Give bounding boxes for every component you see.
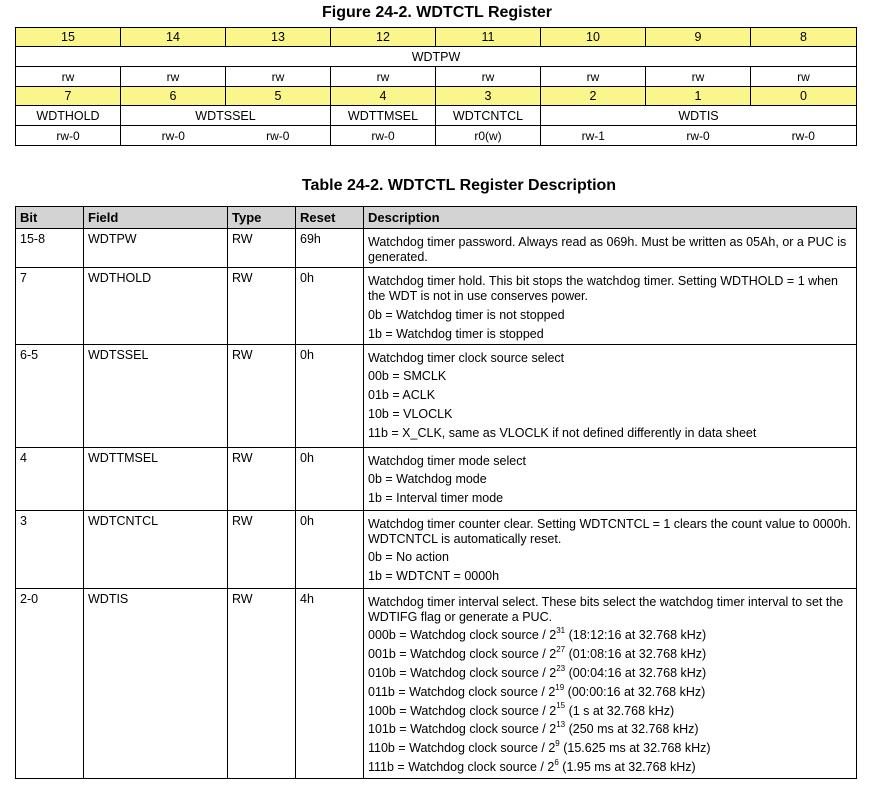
interval-option: 010b = Watchdog clock source / $2^{23}$ (00:04:16 at 32.768 kHz) <box>368 663 707 680</box>
reset-cell: 69h <box>296 229 364 268</box>
header-type: Type <box>228 207 296 229</box>
description-cell <box>364 447 857 510</box>
description-line: 0b = No action <box>368 550 449 565</box>
description-line: 01b = ACLK <box>368 388 436 403</box>
bit-number: 13 <box>226 28 331 47</box>
description-line: 1b = Interval timer mode <box>368 491 504 506</box>
table-row <box>16 447 857 510</box>
field-cell: WDTIS <box>84 588 228 778</box>
interval-option: 111b = Watchdog clock source / $2^6$ (1.95 ms at 32.768 kHz) <box>368 757 696 774</box>
access-cell: rw <box>541 67 646 87</box>
option-exponent: 15 <box>556 701 566 711</box>
type-cell: RW <box>228 447 296 510</box>
header-description: Description <box>364 207 857 229</box>
access-cell: rw-0 <box>121 126 226 146</box>
type-cell: RW <box>228 588 296 778</box>
bit-number: 9 <box>646 28 751 47</box>
option-code: 101b <box>368 722 396 737</box>
access-cell: rw-0 <box>226 126 331 146</box>
bit-cell: 7 <box>16 268 84 345</box>
table-row <box>16 510 857 588</box>
description-cell <box>364 588 857 778</box>
option-text: Watchdog clock source / 2 <box>410 628 557 643</box>
option-exponent: 27 <box>556 645 566 655</box>
description-cell <box>364 229 857 268</box>
interval-option: 001b = Watchdog clock source / $2^{27}$ (01:08:16 at 32.768 kHz) <box>368 645 707 662</box>
option-exponent: 9 <box>555 739 560 749</box>
option-text: Watchdog clock source / 2 <box>408 759 555 774</box>
interval-option: 101b = Watchdog clock source / $2^{13}$ (250 ms at 32.768 kHz) <box>368 720 699 737</box>
description-cell <box>364 344 857 447</box>
field-wdthold: WDTHOLD <box>16 106 121 126</box>
table-row <box>16 268 857 345</box>
bit-number: 6 <box>121 87 226 106</box>
access-cell: rw-0 <box>331 126 436 146</box>
header-field: Field <box>84 207 228 229</box>
description-line: 0b = Watchdog timer is not stopped <box>368 307 565 322</box>
field-cell: WDTPW <box>84 229 228 268</box>
field-cell: WDTHOLD <box>84 268 228 345</box>
type-cell: RW <box>228 229 296 268</box>
access-cell: r0(w) <box>436 126 541 146</box>
lower-field-row <box>16 106 857 126</box>
description-line: Watchdog timer hold. This bit stops the watchdog timer. Setting WDTHOLD = 1 when the WDT is not in use conserves power. <box>368 274 839 303</box>
interval-option: 100b = Watchdog clock source / $2^{15}$ (1 s at 32.768 kHz) <box>368 701 675 718</box>
option-note: (00:04:16 at 32.768 kHz) <box>568 665 707 680</box>
register-description-table <box>15 206 857 779</box>
interval-option: 000b = Watchdog clock source / $2^{31}$ (18:12:16 at 32.768 kHz) <box>368 626 707 643</box>
access-cell: rw-0 <box>646 126 751 146</box>
lower-access-row <box>16 126 857 146</box>
type-cell: RW <box>228 344 296 447</box>
description-line: 11b = X_CLK, same as VLOCLK if not defined differently in data sheet <box>368 425 757 440</box>
option-note: (00:00:16 at 32.768 kHz) <box>567 684 706 699</box>
bit-number: 3 <box>436 87 541 106</box>
bit-number: 1 <box>646 87 751 106</box>
reset-cell: 0h <box>296 510 364 588</box>
type-cell: RW <box>228 268 296 345</box>
table-title: Table 24-2. WDTCTL Register Description <box>301 177 617 194</box>
access-cell: rw <box>331 67 436 87</box>
field-cell: WDTSSEL <box>84 344 228 447</box>
description-line: Watchdog timer counter clear. Setting WDTCNTCL = 1 clears the count value to 0000h. WDTCNTCL is automatically reset. <box>368 516 851 546</box>
field-wdtcntcl: WDTCNTCL <box>436 106 541 126</box>
option-exponent: 13 <box>556 720 566 730</box>
option-code: 010b <box>368 665 396 680</box>
option-code: 111b <box>368 759 394 774</box>
field-wdtpw: WDTPW <box>16 47 857 67</box>
option-exponent: 19 <box>555 682 565 692</box>
access-cell: rw <box>646 67 751 87</box>
bit-number: 0 <box>751 87 857 106</box>
option-note: (1 s at 32.768 kHz) <box>568 703 675 718</box>
description-cell <box>364 510 857 588</box>
register-diagram <box>15 27 857 146</box>
access-cell: rw <box>436 67 541 87</box>
table-row <box>16 229 857 268</box>
option-note: (1.95 ms at 32.768 kHz) <box>562 759 696 774</box>
option-note: (15.625 ms at 32.768 kHz) <box>563 741 711 756</box>
field-cell: WDTTMSEL <box>84 447 228 510</box>
bit-number: 11 <box>436 28 541 47</box>
option-code: 110b <box>368 741 395 756</box>
bit-number: 10 <box>541 28 646 47</box>
description-line: 00b = SMCLK <box>368 369 447 384</box>
bit-number: 4 <box>331 87 436 106</box>
reset-cell: 0h <box>296 344 364 447</box>
access-cell: rw-0 <box>16 126 121 146</box>
option-code: 100b <box>368 703 396 718</box>
option-code: 001b <box>368 647 396 662</box>
bit-number: 2 <box>541 87 646 106</box>
description-line: Watchdog timer interval select. These bits select the watchdog timer interval to set the WDTIFG flag or generate a PUC. <box>368 594 844 624</box>
bit-number: 12 <box>331 28 436 47</box>
option-text: Watchdog clock source / 2 <box>410 703 557 718</box>
access-cell: rw <box>751 67 857 87</box>
option-note: (01:08:16 at 32.768 kHz) <box>568 647 707 662</box>
option-text: Watchdog clock source / 2 <box>409 684 556 699</box>
reset-cell: 0h <box>296 268 364 345</box>
description-line: Watchdog timer clock source select <box>368 350 565 365</box>
bit-number: 8 <box>751 28 857 47</box>
access-cell: rw <box>16 67 121 87</box>
table-row <box>16 344 857 447</box>
field-wdttmsel: WDTTMSEL <box>331 106 436 126</box>
access-cell: rw <box>121 67 226 87</box>
bit-cell: 3 <box>16 510 84 588</box>
field-wdtssel: WDTSSEL <box>121 106 331 126</box>
option-text: Watchdog clock source / 2 <box>410 647 557 662</box>
bit-cell: 6-5 <box>16 344 84 447</box>
field-wdtis: WDTIS <box>541 106 857 126</box>
table-header-row <box>16 207 857 229</box>
option-text: Watchdog clock source / 2 <box>410 665 557 680</box>
option-note: (250 ms at 32.768 kHz) <box>568 722 699 737</box>
bit-cell: 2-0 <box>16 588 84 778</box>
access-cell: rw-0 <box>751 126 857 146</box>
bit-number: 15 <box>16 28 121 47</box>
option-note: (18:12:16 at 32.768 kHz) <box>568 628 707 643</box>
bit-cell: 15-8 <box>16 229 84 268</box>
description-line: 0b = Watchdog mode <box>368 472 487 487</box>
reset-cell: 0h <box>296 447 364 510</box>
bit-number: 14 <box>121 28 226 47</box>
interval-option: 110b = Watchdog clock source / $2^9$ (15.625 ms at 32.768 kHz) <box>368 739 711 756</box>
option-code: 000b <box>368 628 396 643</box>
description-cell <box>364 268 857 345</box>
header-bit: Bit <box>16 207 84 229</box>
bit-number: 7 <box>16 87 121 106</box>
header-reset: Reset <box>296 207 364 229</box>
interval-option: 011b = Watchdog clock source / $2^{19}$ (00:00:16 at 32.768 kHz) <box>368 682 706 699</box>
description-line: 1b = Watchdog timer is stopped <box>368 326 544 341</box>
description-line: Watchdog timer password. Always read as 069h. Must be written as 05Ah, or a PUC is generated. <box>368 235 847 264</box>
upper-access-row <box>16 67 857 87</box>
option-code: 011b <box>368 684 395 699</box>
bit-number: 5 <box>226 87 331 106</box>
field-cell: WDTCNTCL <box>84 510 228 588</box>
access-cell: rw-1 <box>541 126 646 146</box>
description-line: 1b = WDTCNT = 0000h <box>368 569 500 584</box>
upper-bit-numbers <box>16 28 857 47</box>
description-line: Watchdog timer mode select <box>368 453 526 468</box>
upper-field-row <box>16 47 857 67</box>
option-exponent: 23 <box>556 663 566 673</box>
option-text: Watchdog clock source / 2 <box>409 741 556 756</box>
lower-bit-numbers <box>16 87 857 106</box>
type-cell: RW <box>228 510 296 588</box>
description-line: 10b = VLOCLK <box>368 406 453 421</box>
option-exponent: 6 <box>554 757 559 767</box>
figure-title: Figure 24-2. WDTCTL Register <box>322 4 552 21</box>
table-row <box>16 588 857 778</box>
access-cell: rw <box>226 67 331 87</box>
reset-cell: 4h <box>296 588 364 778</box>
bit-cell: 4 <box>16 447 84 510</box>
option-text: Watchdog clock source / 2 <box>410 722 557 737</box>
option-exponent: 31 <box>556 626 566 636</box>
